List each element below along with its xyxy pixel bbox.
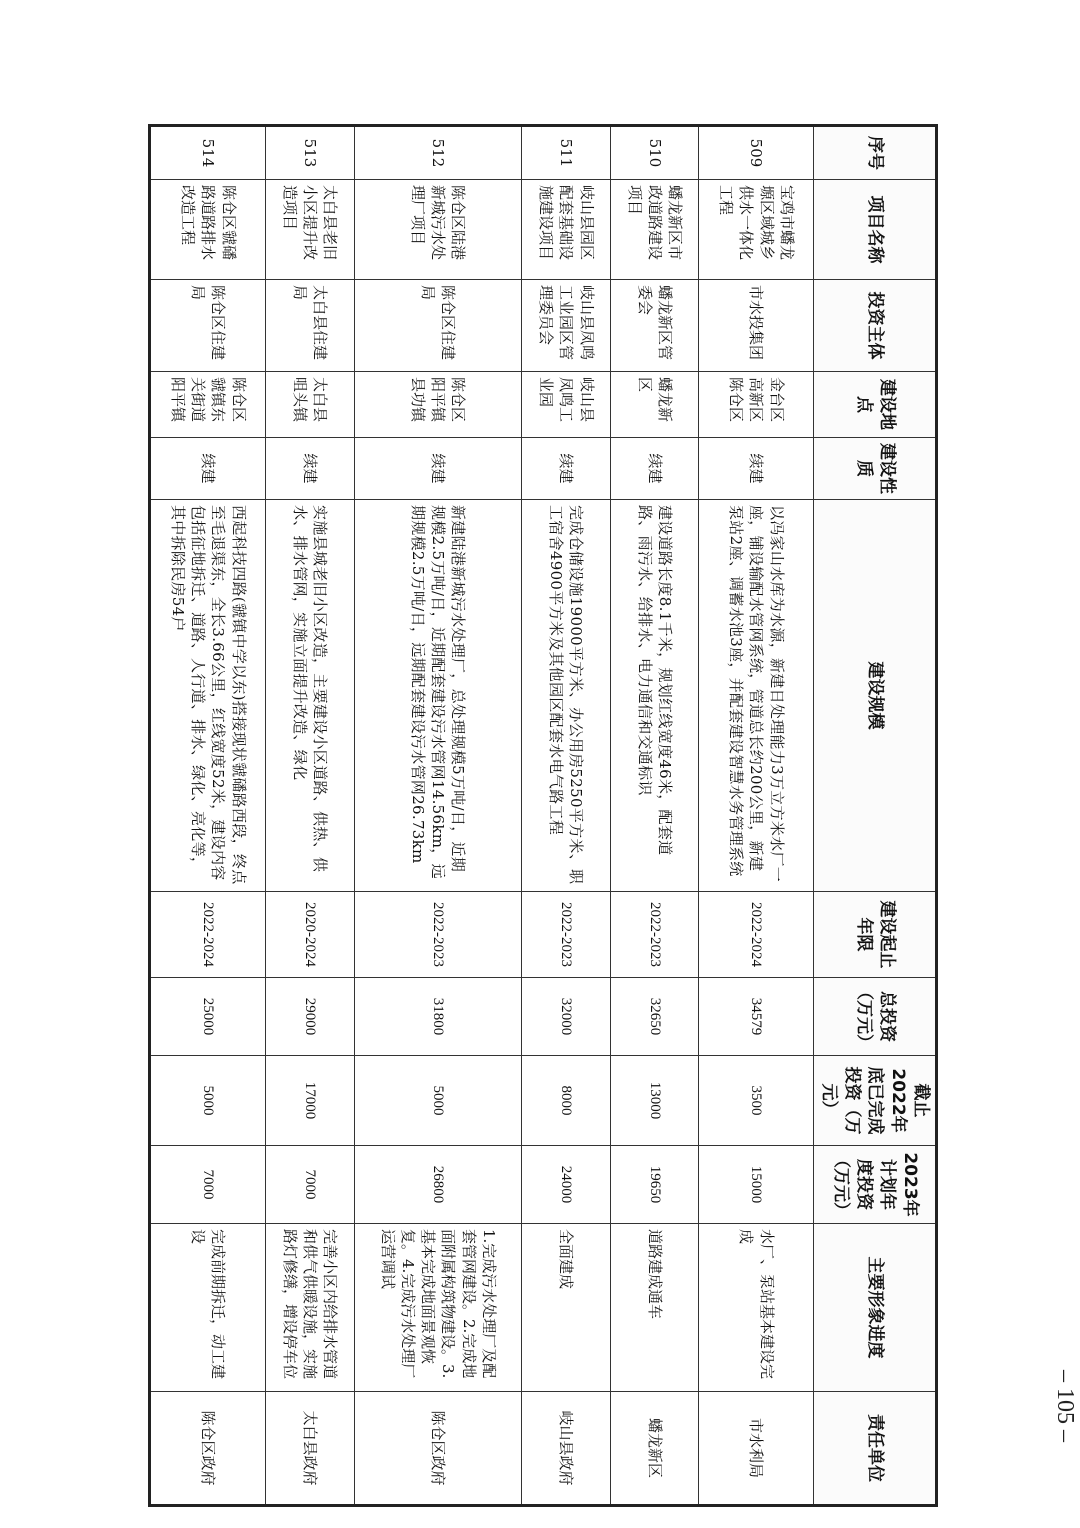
cell-total: 25000 [150, 978, 266, 1056]
cell-done: 17000 [266, 1056, 354, 1146]
cell-scale: 西起科技四路(虢镇中学以东)搭接现状虢磻路西段，终点至毛退渠东，全长3.66公里，红线宽度52米，建设内容包括征地拆迁、道路、人行道、排水、绿化、亮化等，其中拆除民房54户 [150, 500, 266, 892]
cell-done: 13000 [610, 1056, 698, 1146]
cell-seq: 513 [266, 126, 354, 180]
cell-seq: 511 [522, 126, 610, 180]
cell-name: 宝鸡市蟠龙塬区域城乡供水一体化工程 [699, 180, 814, 280]
cell-unit: 太白县政府 [266, 1392, 354, 1506]
cell-investor: 陈仓区住建局 [150, 280, 266, 372]
table-row [699, 126, 814, 1506]
header-done: 截止2022年底已完成投资（万元） [814, 1056, 937, 1146]
cell-plan2023: 24000 [522, 1146, 610, 1224]
header-name: 项目名称 [814, 180, 937, 280]
cell-scale: 以冯家山水库为水源，新建日处理能力3万立方米水厂一座，铺设输配水管网系统，管道总长约200公里，新建泵站2座、调蓄水池3座，并配套建设智慧水务管理系统 [699, 500, 814, 892]
page-number: – 105 – [1052, 1370, 1078, 1442]
cell-location: 岐山县凤鸣工业园 [522, 372, 610, 438]
header-total: 总投资（万元） [814, 978, 937, 1056]
cell-unit: 陈仓区政府 [354, 1392, 522, 1506]
cell-name: 陈仓区陆港新城污水处理厂项目 [354, 180, 522, 280]
cell-scale: 建设道路长度8.1千米，规划红线宽度46米，配套道路、雨污水、给排水、电力通信和交通标识 [610, 500, 698, 892]
cell-total: 32650 [610, 978, 698, 1056]
cell-unit: 市水利局 [699, 1392, 814, 1506]
cell-plan2023: 26800 [354, 1146, 522, 1224]
cell-progress: 完善小区内给排水管道和供气供暖设施，实施路灯修缮，增设停车位 [266, 1224, 354, 1392]
cell-seq: 509 [699, 126, 814, 180]
cell-unit: 岐山县政府 [522, 1392, 610, 1506]
cell-location: 陈仓区虢镇东关街道阳平镇 [150, 372, 266, 438]
cell-period: 2022-2024 [699, 892, 814, 978]
cell-period: 2022-2023 [354, 892, 522, 978]
cell-investor: 太白县住建局 [266, 280, 354, 372]
header-investor: 投资主体 [814, 280, 937, 372]
cell-scale: 实施县城老旧小区改造，主要建设小区道路、供热、供水、排水管网，实施立面提升改造、绿化 [266, 500, 354, 892]
cell-location: 金台区高新区陈仓区 [699, 372, 814, 438]
header-progress: 主要形象进度 [814, 1224, 937, 1392]
cell-done: 5000 [150, 1056, 266, 1146]
cell-total: 29000 [266, 978, 354, 1056]
cell-seq: 512 [354, 126, 522, 180]
cell-location: 陈仓区阳平镇县功镇 [354, 372, 522, 438]
cell-name: 蟠龙新区市政道路建设项目 [610, 180, 698, 280]
cell-nature: 续建 [522, 438, 610, 500]
cell-plan2023: 19650 [610, 1146, 698, 1224]
header-plan2023: 2023年计划年度投资（万元） [814, 1146, 937, 1224]
rotated-table-wrapper [148, 124, 938, 1486]
cell-nature: 续建 [150, 438, 266, 500]
cell-nature: 续建 [266, 438, 354, 500]
cell-total: 32000 [522, 978, 610, 1056]
cell-name: 岐山县园区配套基础设施建设项目 [522, 180, 610, 280]
table-row [266, 126, 354, 1506]
cell-plan2023: 7000 [266, 1146, 354, 1224]
cell-progress: 1.完成污水处理厂及配套管网建设。2.完成地面附属构筑物建设。3.基本完成地面景观恢复。4.完成污水处理厂运营调试 [354, 1224, 522, 1392]
cell-location: 蟠龙新区 [610, 372, 698, 438]
cell-investor: 市水投集团 [699, 280, 814, 372]
table-row [610, 126, 698, 1506]
header-seq: 序号 [814, 126, 937, 180]
cell-progress: 完成前期拆迁，动工建设 [150, 1224, 266, 1392]
table-row [522, 126, 610, 1506]
cell-investor: 蟠龙新区管委会 [610, 280, 698, 372]
cell-period: 2022-2024 [150, 892, 266, 978]
cell-period: 2022-2023 [522, 892, 610, 978]
table-header-row [814, 126, 937, 1506]
cell-total: 34579 [699, 978, 814, 1056]
cell-nature: 续建 [354, 438, 522, 500]
cell-plan2023: 7000 [150, 1146, 266, 1224]
header-nature: 建设性质 [814, 438, 937, 500]
cell-done: 5000 [354, 1056, 522, 1146]
cell-location: 太白县咀头镇 [266, 372, 354, 438]
cell-seq: 510 [610, 126, 698, 180]
cell-name: 太白县老旧小区提升改造项目 [266, 180, 354, 280]
cell-nature: 续建 [610, 438, 698, 500]
cell-plan2023: 15000 [699, 1146, 814, 1224]
cell-progress: 全面建成 [522, 1224, 610, 1392]
cell-nature: 续建 [699, 438, 814, 500]
cell-unit: 蟠龙新区 [610, 1392, 698, 1506]
header-period: 建设起止年限 [814, 892, 937, 978]
cell-total: 31800 [354, 978, 522, 1056]
cell-investor: 岐山县凤鸣工业园区管理委员会 [522, 280, 610, 372]
cell-unit: 陈仓区政府 [150, 1392, 266, 1506]
project-table [148, 124, 938, 1507]
cell-investor: 陈仓区住建局 [354, 280, 522, 372]
cell-seq: 514 [150, 126, 266, 180]
cell-period: 2022-2023 [610, 892, 698, 978]
cell-scale: 新建陆港新城污水处理厂，总处理规模5万吨/日，近期规模2.5万吨/日，近期配套建设污水管网14.56km，远期规模2.5万吨/日，远期配套建设污水管网26.73km [354, 500, 522, 892]
table-row [150, 126, 266, 1506]
table-row [354, 126, 522, 1506]
cell-done: 8000 [522, 1056, 610, 1146]
cell-progress: 水厂、泵站基本建设完成 [699, 1224, 814, 1392]
cell-done: 3500 [699, 1056, 814, 1146]
cell-scale: 完成仓储设施19000平方米、办公用房5250平方米、职工宿舍4900平方米及其他园区配套水电气路工程 [522, 500, 610, 892]
header-unit: 责任单位 [814, 1392, 937, 1506]
header-scale: 建设规模 [814, 500, 937, 892]
header-location: 建设地点 [814, 372, 937, 438]
cell-progress: 道路建成通车 [610, 1224, 698, 1392]
cell-period: 2020-2024 [266, 892, 354, 978]
cell-name: 陈仓区虢磻路道路排水改造工程 [150, 180, 266, 280]
